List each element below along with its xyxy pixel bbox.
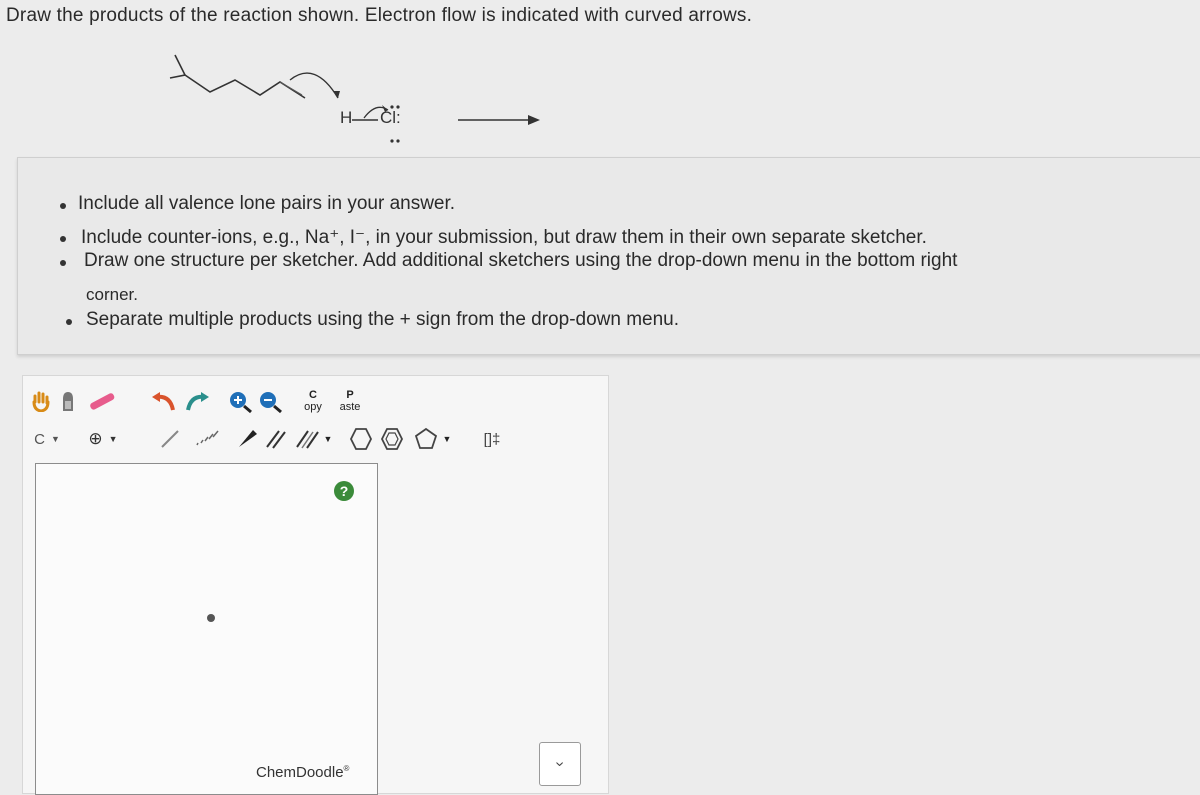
hydrogen-label: H [340, 108, 353, 127]
zoom-out-icon[interactable] [258, 390, 284, 414]
chevron-down-icon: ▼ [50, 434, 60, 444]
add-sketcher-dropdown[interactable] [539, 742, 581, 786]
bullet-icon [60, 260, 66, 266]
triple-bond-selector[interactable] [293, 427, 333, 451]
element-selector[interactable]: C ▼ [34, 430, 60, 448]
chevron-down-icon: ▼ [108, 434, 118, 444]
charge-selector[interactable]: ⊕ ▼ [88, 429, 118, 448]
single-bond-icon[interactable] [158, 427, 182, 451]
chemdoodle-brand: ChemDoodle® [256, 764, 350, 781]
benzene-icon[interactable] [379, 426, 405, 452]
toolbar-row-2 [23, 423, 608, 457]
lasso-icon[interactable] [59, 389, 77, 413]
instruction-item-continued: corner. [86, 285, 138, 304]
undo-icon[interactable] [148, 390, 178, 412]
instruction-item: Separate multiple products using the + sign from the drop-down menu. [86, 309, 679, 331]
help-button[interactable]: ? [334, 481, 354, 501]
canvas-cursor-dot [207, 614, 215, 622]
wedge-bond-icon[interactable] [235, 427, 259, 451]
eraser-icon[interactable] [85, 390, 119, 412]
instruction-item: Draw one structure per sketcher. Add additional sketchers using the drop-down menu in the bottom right [84, 250, 957, 272]
bullet-icon [66, 319, 72, 325]
instructions-panel [17, 157, 1200, 355]
cyclohexane-icon[interactable] [348, 426, 374, 452]
cyclopentane-icon [413, 426, 439, 452]
bracket-charge-button[interactable]: []‡ [483, 430, 501, 448]
hand-icon[interactable] [31, 390, 51, 412]
chemdoodle-sketcher [22, 375, 609, 794]
paste-button[interactable]: P aste [339, 389, 361, 413]
cyclopentane-selector[interactable] [409, 426, 455, 452]
reaction-scheme [140, 50, 560, 140]
instruction-item: Include all valence lone pairs in your answer. [78, 193, 455, 215]
question-prompt: Draw the products of the reaction shown. Electron flow is indicated with curved arrows. [6, 5, 753, 26]
chevron-down-icon: › [551, 761, 569, 767]
redo-icon[interactable] [183, 390, 213, 412]
bullet-icon [60, 236, 66, 242]
instruction-item: Include counter-ions, e.g., Na⁺, I⁻, in your submission, but draw them in their own separate sketcher. [81, 226, 927, 249]
toolbar-row-1 [23, 386, 608, 420]
chlorine-label: Cl: [380, 108, 401, 127]
copy-button[interactable]: C opy [304, 389, 322, 413]
bullet-icon [60, 203, 66, 209]
double-bond-icon[interactable] [263, 427, 289, 451]
chevron-down-icon: ▼ [442, 434, 452, 444]
zoom-in-icon[interactable] [228, 390, 254, 414]
drawing-canvas[interactable] [35, 463, 378, 795]
triple-bond-icon [294, 427, 320, 451]
hashed-bond-icon[interactable] [193, 427, 221, 451]
chevron-down-icon: ▼ [323, 434, 333, 444]
